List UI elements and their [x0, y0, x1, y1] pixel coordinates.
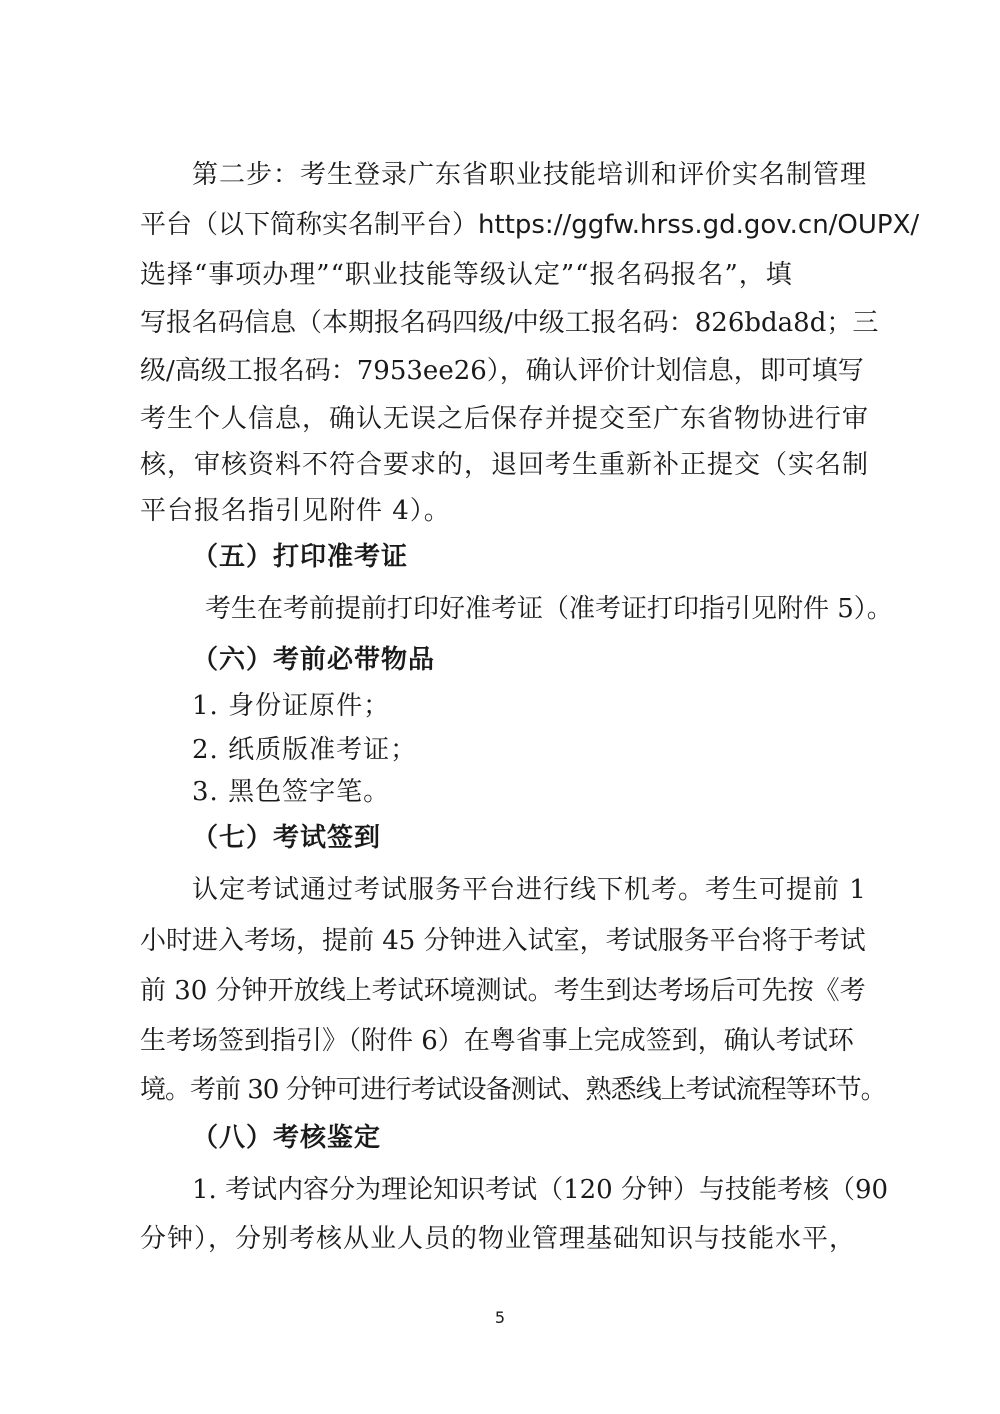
paragraph-line: 生考场签到指引》（附件 6）在粤省事上完成签到，确认考试环 — [140, 1026, 854, 1056]
paragraph-line: 第二步：考生登录广东省职业技能培训和评价实名制管理 — [192, 160, 868, 190]
platform-url[interactable]: https://ggfw.hrss.gd.gov.cn/OUPX/ — [478, 210, 920, 240]
paragraph-line: 级/高级工报名码：7953ee26），确认评价计划信息，即可填写 — [140, 356, 864, 386]
section-heading: （五）打印准考证 — [192, 542, 409, 572]
section-heading: （七）考试签到 — [192, 823, 382, 853]
paragraph-line: 分钟），分别考核从业人员的物业管理基础知识与技能水平， — [140, 1224, 857, 1254]
page-number: 5 — [494, 1308, 506, 1327]
paragraph-line: 小时进入考场，提前 45 分钟进入试室，考试服务平台将于考试 — [140, 926, 866, 956]
paragraph-line — [140, 205, 919, 245]
paragraph-line: 前 30 分钟开放线上考试环境测试。考生到达考场后可先按《考 — [140, 976, 866, 1006]
list-item: 2. 纸质版准考证； — [192, 735, 418, 765]
paragraph-line: 写报名码信息（本期报名码四级/中级工报名码：826bda8d；三 — [140, 308, 879, 338]
paragraph-line: 考生在考前提前打印好准考证（准考证打印指引见附件 5）。 — [205, 594, 893, 624]
list-item: 1. 身份证原件； — [192, 691, 391, 721]
paragraph-line: 境。考前 30 分钟可进行考试设备测试、熟悉线上考试流程等环节。 — [140, 1075, 886, 1105]
paragraph-line: 平台报名指引见附件 4）。 — [140, 496, 451, 526]
list-item: 3. 黑色签字笔。 — [192, 777, 391, 807]
section-heading: （八）考核鉴定 — [192, 1123, 382, 1153]
paragraph-line: 考生个人信息，确认无误之后保存并提交至广东省物协进行审 — [140, 404, 870, 434]
paragraph-line: 核，审核资料不符合要求的，退回考生重新补正提交（实名制 — [140, 450, 870, 480]
paragraph-text: 平台（以下简称实名制平台） — [140, 210, 479, 240]
paragraph-line: 1. 考试内容分为理论知识考试（120 分钟）与技能考核（90 — [192, 1175, 889, 1205]
paragraph-line: 选择“事项办理”“职业技能等级认定”“报名码报名”，填 — [140, 260, 793, 290]
paragraph-line: 认定考试通过考试服务平台进行线下机考。考生可提前 1 — [192, 875, 867, 905]
section-heading: （六）考前必带物品 — [192, 645, 436, 675]
